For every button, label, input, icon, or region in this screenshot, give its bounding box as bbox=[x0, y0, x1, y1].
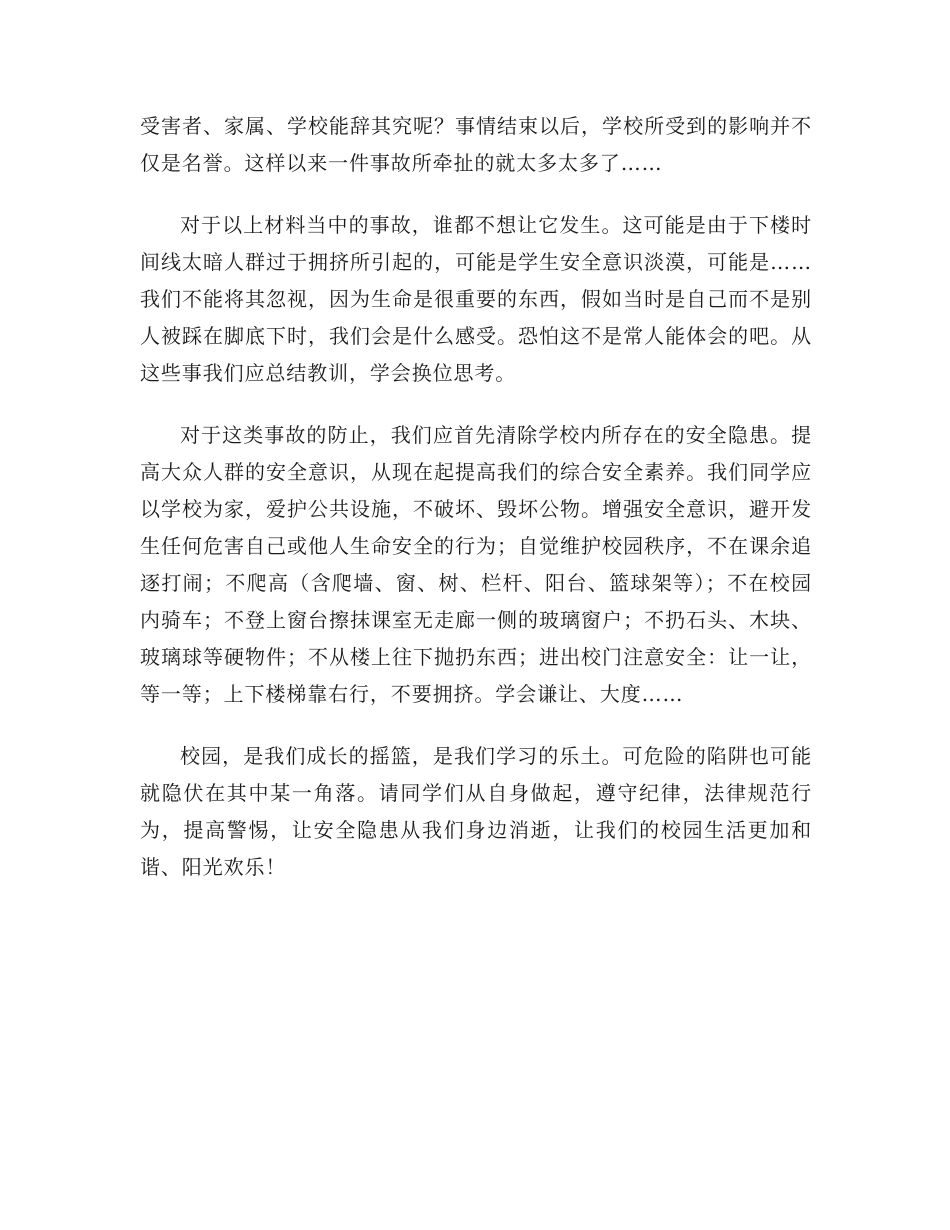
paragraph-prevention-measures: 对于这类事故的防止，我们应首先清除学校内所存在的安全隐患。提高大众人群的安全意识，从现在起提高我们的综合安全素养。我们同学应以学校为家，爱护公共设施，不破坏、毁坏公物。增强安全意识，避开发生任何危害自己或他人生命安全的行为；自觉维护校园秩序，不在课余追逐打闹；不爬高（含爬墙、窗、树、栏杆、阳台、篮球架等）；不在校园内骑车；不登上窗台擦抹课室无走廊一侧的玻璃窗户；不扔石头、木块、玻璃球等硬物件；不从楼上往下抛扔东西；进出校门注意安全：让一让，等一等；上下楼梯靠右行，不要拥挤。学会谦让、大度…… bbox=[140, 423, 812, 706]
document-body bbox=[140, 108, 812, 911]
paragraph-accident-reflection: 对于以上材料当中的事故，谁都不想让它发生。这可能是由于下楼时间线太暗人群过于拥挤所引起的，可能是学生安全意识淡漠，可能是……我们不能将其忽视，因为生命是很重要的东西，假如当时是自己而不是别人被踩在脚底下时，我们会是什么感受。恐怕这不是常人能体会的吧。从这些事我们应总结教训，学会换位思考。 bbox=[140, 213, 812, 385]
paragraph-conclusion: 校园，是我们成长的摇篮，是我们学习的乐土。可危险的陷阱也可能就隐伏在其中某一角落。请同学们从自身做起，遵守纪律，法律规范行为，提高警惕，让安全隐患从我们身边消逝，让我们的校园生活更加和谐、阳光欢乐！ bbox=[140, 744, 812, 879]
paragraph-continuation: 受害者、家属、学校能辞其究呢？事情结束以后，学校所受到的影响并不仅是名誉。这样以来一件事故所牵扯的就太多太多了…… bbox=[140, 114, 812, 175]
